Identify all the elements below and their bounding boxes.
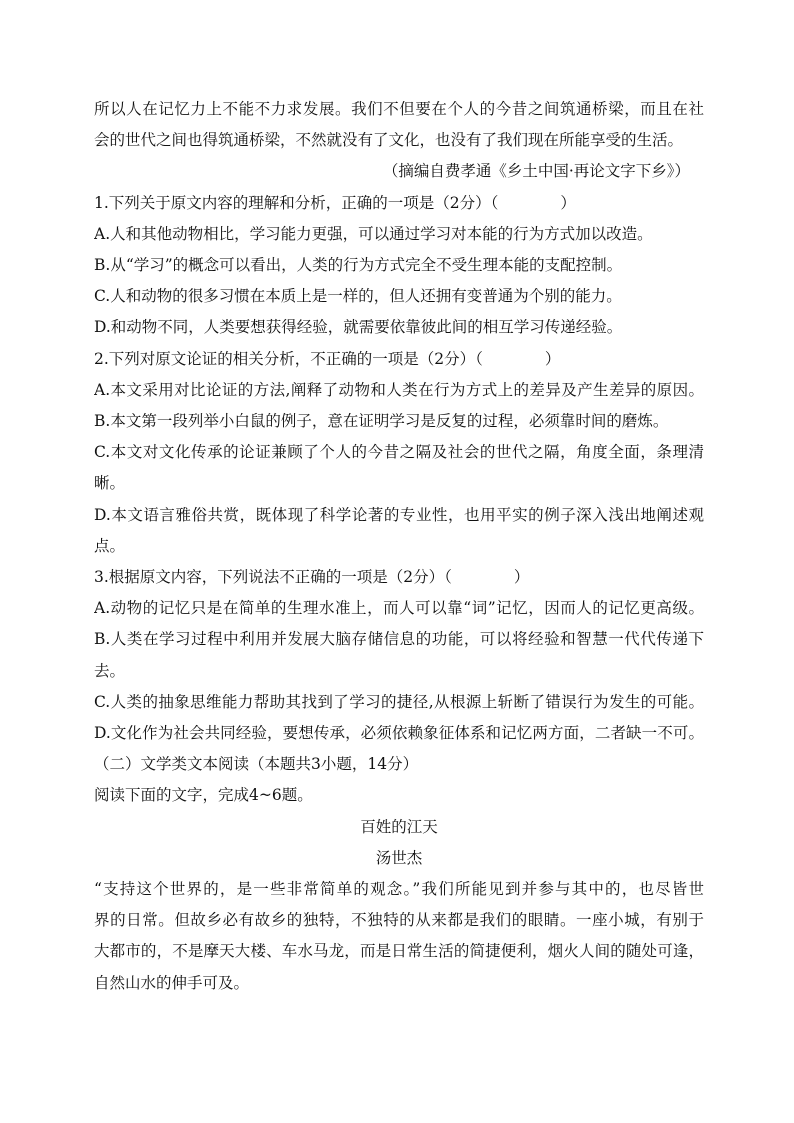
question-3-option-d: D.文化作为社会共同经验，要想传承，必须依赖象征体系和记忆两方面，二者缺一不可。 [94,724,704,742]
question-1-option-a: A.人和其他动物相比，学习能力更强，可以通过学习对本能的行为方式加以改造。 [94,225,653,243]
question-2-option-c-cont: 晰。 [94,474,126,492]
question-2-option-c: C.本文对文化传承的论证兼顾了个人的今昔之隔及社会的世代之隔，角度全面，条理清 [94,443,704,461]
article-author: 汤世杰 [375,849,423,867]
question-2-option-d-cont: 点。 [94,537,126,555]
article-paragraph-line: 自然山水的伸手可及。 [94,974,250,992]
question-1-option-d: D.和动物不同，人类要想获得经验，就需要依靠彼此间的相互学习传递经验。 [94,318,623,336]
question-3-option-b-cont: 去。 [94,662,126,680]
article-paragraph-line: 界的日常。但故乡必有故乡的独特，不独特的从来都是我们的眼睛。一座小城，有别于 [94,911,704,929]
paragraph-line: 所以人在记忆力上不能不力求发展。我们不但要在个人的今昔之间筑通桥梁，而且在社 [94,100,704,118]
question-1-option-c: C.人和动物的很多习惯在本质上是一样的，但人还拥有变普通为个别的能力。 [94,287,622,305]
question-2-option-d: D.本文语言雅俗共赏，既体现了科学论著的专业性，也用平实的例子深入浅出地阐述观 [94,506,704,524]
article-paragraph-line: 大都市的，不是摩天大楼、车水马龙，而是日常生活的简捷便利，烟火人间的随处可逢， [94,942,704,960]
paragraph-line: 会的世代之间也得筑通桥梁，不然就没有了文化，也没有了我们现在所能享受的生活。 [94,131,684,149]
reading-instruction: 阅读下面的文字，完成4~6题。 [94,786,313,804]
question-3-option-a: A.动物的记忆只是在简单的生理水准上，而人可以靠“词”记忆，因而人的记忆更高级。 [94,599,704,617]
question-3-option-c: C.人类的抽象思维能力帮助其找到了学习的捷径,从根源上斩断了错误行为发生的可能。 [94,693,704,711]
source-citation: （摘编自费孝通《乡土中国·再论文字下乡》） [382,162,690,180]
article-paragraph-line: “支持这个世界的，是一些非常简单的观念。”我们所能见到并参与其中的，也尽皆世 [94,880,704,898]
question-3-option-b: B.人类在学习过程中利用并发展大脑存储信息的功能，可以将经验和智慧一代代传递下 [94,630,704,648]
question-1-option-b: B.从“学习”的概念可以看出，人类的行为方式完全不受生理本能的支配控制。 [94,256,623,274]
question-2-option-b: B.本文第一段列举小白鼠的例子，意在证明学习是反复的过程，必须靠时间的磨炼。 [94,412,669,430]
section-heading: （二）文学类文本阅读（本题共3小题，14分） [94,755,419,773]
question-2-stem: 2.下列对原文论证的相关分析，不正确的一项是（2分）（ ） [94,350,561,368]
article-title: 百姓的江天 [360,818,438,836]
question-1-stem: 1.下列关于原文内容的理解和分析，正确的一项是（2分）（ ） [94,194,576,212]
question-3-stem: 3.根据原文内容，下列说法不正确的一项是（2分）（ ） [94,568,530,586]
question-2-option-a: A.本文采用对比论证的方法,阐释了动物和人类在行为方式上的差异及产生差异的原因。 [94,381,704,399]
